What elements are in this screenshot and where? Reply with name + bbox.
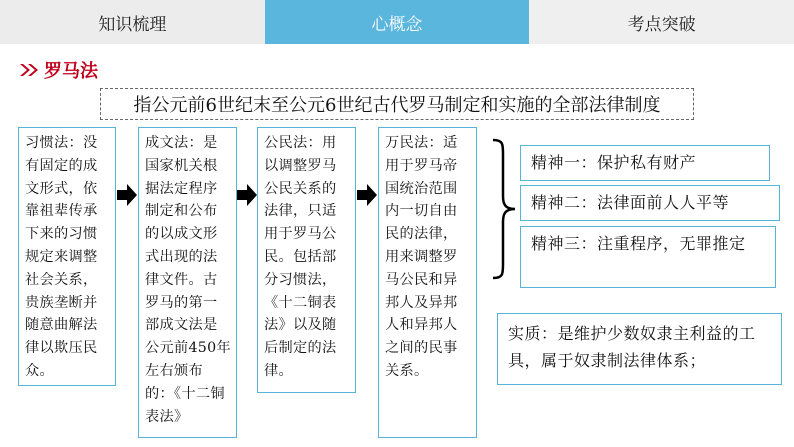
flow-arrow-icon (117, 184, 137, 206)
double-chevron-icon (18, 61, 42, 79)
spirit-box-2 (520, 185, 780, 221)
flow-arrow-icon (357, 184, 377, 206)
tab-bar (0, 0, 794, 44)
law-of-nations-card (378, 127, 477, 438)
customary-law-card (18, 127, 116, 386)
citizen-law-card (257, 127, 356, 393)
written-law-text: 成文法：是国家机关根据法定程序制定和公布的以成文形式出现的法律文件。古罗马的第一部成文法是公元前450年左右颁布的：《十二铜表法》 (145, 135, 231, 425)
spirit-box-1 (520, 145, 770, 181)
citizen-law-text: 公民法：用以调整罗马公民关系的法律，只适用于罗马公民。包括部分习惯法，《十二铜表法》以及随后制定的法律。 (264, 135, 337, 379)
spirit-text-1: 精神一：保护私有财产 (531, 153, 697, 172)
essence-box (497, 313, 782, 385)
customary-law-text: 习惯法：没有固定的成文形式，依靠祖辈传承下来的习惯规定来调整社会关系，贵族垄断并随意曲解法律以欺压民众。 (25, 135, 98, 379)
curly-brace-icon (491, 138, 517, 280)
law-of-nations-text: 万民法：适用于罗马帝国统治范围内一切自由民的法律，用来调整罗马公民和异邦人及异邦人和异邦人之间的民事关系。 (385, 135, 458, 379)
tab-knowledge-review[interactable]: 知识梳理 (0, 0, 265, 44)
definition-box (100, 88, 694, 120)
tab-core-concept[interactable]: 心概念 (265, 0, 530, 44)
tab-key-points[interactable]: 考点突破 (529, 0, 794, 44)
written-law-card (138, 127, 237, 438)
definition-text: 指公元前6世纪末至公元6世纪古代罗马制定和实施的全部法律制度 (133, 95, 661, 116)
section-heading (18, 57, 98, 83)
spirit-text-2: 精神二：法律面前人人平等 (531, 193, 730, 212)
section-title: 罗马法 (44, 61, 98, 82)
essence-text: 实质：是维护少数奴隶主利益的工具，属于奴隶制法律体系； (508, 324, 756, 370)
flow-arrow-icon (237, 184, 257, 206)
spirit-text-3: 精神三：注重程序，无罪推定 (531, 234, 746, 253)
spirit-box-3 (520, 226, 776, 288)
